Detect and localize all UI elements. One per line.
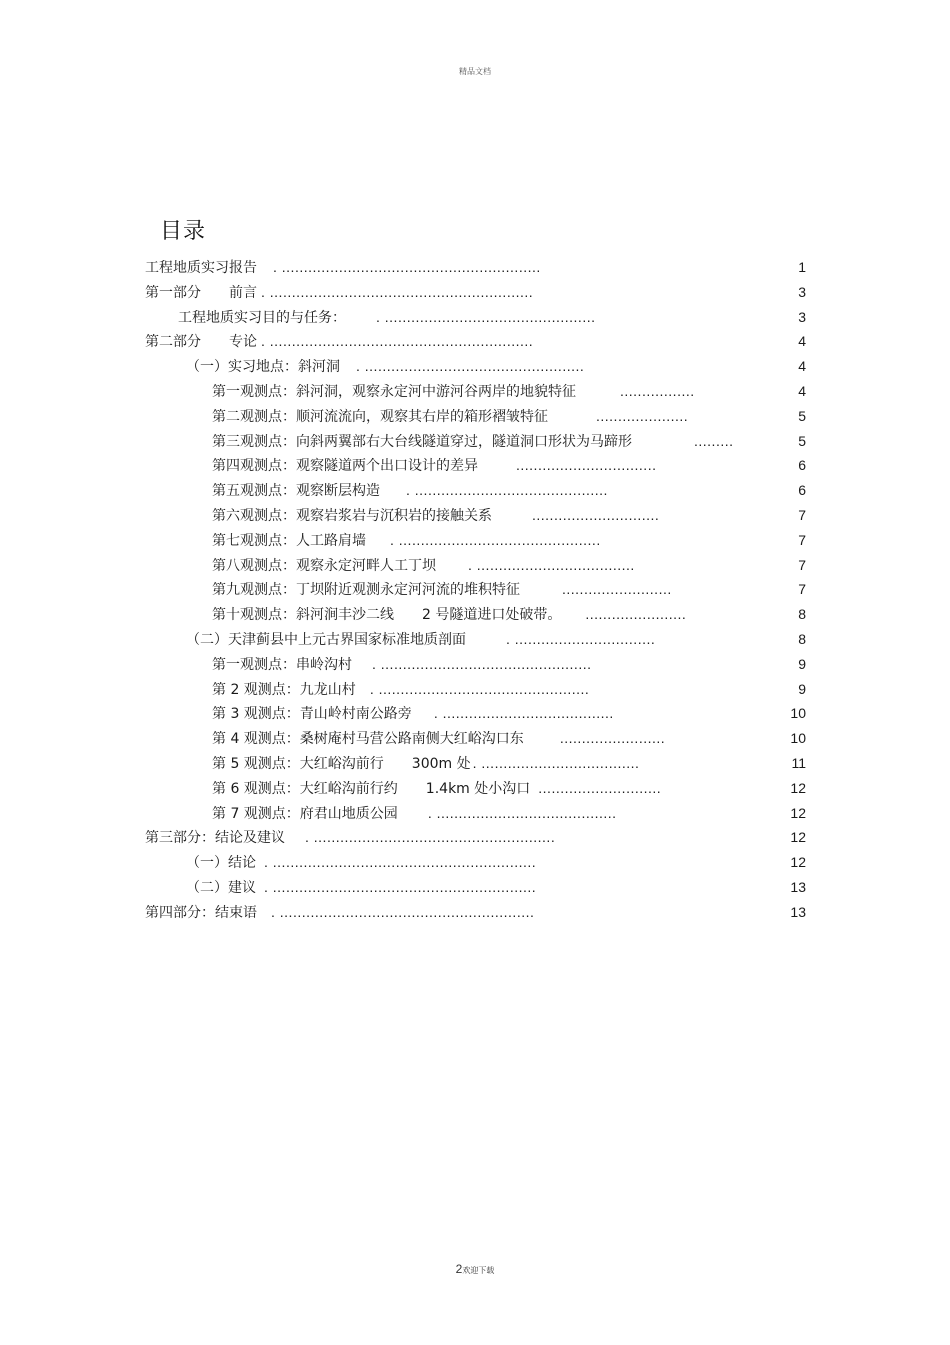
toc-entry-page-number: 11 [791,754,806,771]
toc-entry[interactable] [0,528,950,553]
toc-entry-label [212,701,614,727]
toc-entry[interactable] [0,726,950,751]
toc-entry-leader-dots: . .............................................. [390,531,601,548]
toc-entry-leader-dots: . .................................................. [356,358,585,375]
toc-entry-label [212,379,695,405]
toc-entry-text: 第 3 观测点：青山岭村南公路旁 [212,706,412,723]
toc-entry[interactable] [0,280,950,305]
toc-entry-label [145,900,534,926]
toc-entry-text: 第六观测点：观察岩浆岩与沉积岩的接触关系 [212,507,492,524]
toc-entry-page-number: 12 [790,804,806,821]
toc-entry-leader-dots: ......... [694,432,734,449]
toc-entry-page-number: 7 [798,581,806,598]
toc-entry-page-number: 10 [790,730,806,747]
toc-entry-label [178,305,595,331]
footer-mark: 欢迎下载 [462,1266,495,1275]
toc-entry-text: 第 7 观测点：府君山地质公园 [212,805,398,822]
toc-entry[interactable] [0,801,950,826]
toc-entry[interactable] [0,255,950,280]
toc-entry[interactable] [0,677,950,702]
toc-entry[interactable] [0,305,950,330]
toc-entry-label [212,503,659,529]
toc-entry-leader-dots: . ................................ [506,630,656,647]
toc-entry-leader-dots: ................. [620,382,695,399]
toc-entry-page-number: 12 [790,854,806,871]
toc-entry-text: 第 6 观测点：大红峪沟前行约 1.4km 处小沟口 [212,780,531,797]
toc-title: 目录 [160,219,207,244]
toc-entry-leader-dots: . ............................................ [406,482,608,499]
toc-entry-page-number: 7 [798,531,806,548]
toc-entry-leader-dots: ................................ [516,457,657,474]
toc-entry-page-number: 3 [798,283,806,300]
toc-entry-text: 工程地质实习报告 [145,260,257,276]
toc-entry-label [212,677,589,703]
toc-entry-page-number: 9 [798,680,806,697]
toc-entry-label [212,726,665,752]
toc-entry-leader-dots: . ............................................................ [264,878,537,895]
toc-entry-text: 第 5 观测点：大红峪沟前行 300m 处 [212,755,471,772]
toc-entry[interactable] [0,701,950,726]
toc-entry[interactable] [0,553,950,578]
toc-entry-leader-dots: ............................. [532,506,660,523]
toc-entry[interactable] [0,429,950,454]
toc-entry-page-number: 7 [798,556,806,573]
toc-entry-label [212,553,635,579]
toc-entry-label [212,429,734,455]
toc-entry[interactable] [0,627,950,652]
toc-entry-page-number: 3 [798,308,806,325]
toc-entry-text: 第四观测点：观察隧道两个出口设计的差异 [212,458,478,475]
toc-entry-label [145,825,555,851]
toc-entry[interactable] [0,850,950,875]
toc-entry-label [212,602,686,628]
toc-entry-page-number: 13 [790,903,806,920]
toc-entry-leader-dots: . .................................... [472,754,640,771]
toc-entry-leader-dots: . ....................................................... [305,829,556,846]
toc-entry-page-number: 12 [790,829,806,846]
toc-entry-text: 第 4 观测点：桑树庵村马营公路南侧大红峪沟口东 [212,731,524,748]
toc-entry-page-number: 8 [798,630,806,647]
toc-entry[interactable] [0,354,950,379]
toc-entry-page-number: 7 [798,506,806,523]
toc-entry-page-number: 9 [798,655,806,672]
toc-entry-label [212,453,656,479]
toc-entry-text: 第 2 观测点：九龙山村 [212,681,356,698]
toc-entry[interactable] [0,453,950,478]
toc-entry-label [212,801,617,827]
toc-entry-text: 第二观测点：顺河流流向，观察其右岸的箱形褶皱特征 [212,408,548,425]
toc-entry-page-number: 5 [798,407,806,424]
toc-entry-text: 第二部分 专论 [145,334,257,351]
toc-entry-label [145,255,541,281]
toc-entry[interactable] [0,602,950,627]
toc-entry-text: 第八观测点：观察永定河畔人工丁坝 [212,557,436,574]
toc-entry-leader-dots: . ........................................................... [273,259,541,275]
toc-entry-label [186,627,655,653]
toc-entry-text: 第十观测点：斜河涧丰沙二线 2 号隧道进口处破带。 [212,607,562,624]
toc-entry-page-number: 6 [798,457,806,474]
page-footer [0,1262,950,1276]
toc-entry-text: 第九观测点：丁坝附近观测永定河河流的堆积特征 [212,582,520,599]
toc-entry[interactable] [0,577,950,602]
toc-entry-page-number: 1 [798,259,806,275]
table-of-contents [0,255,950,925]
toc-entry-leader-dots: . .................................... [468,556,635,573]
toc-entry-text: 第一观测点：斜河洞，观察永定河中游河谷两岸的地貌特征 [212,383,576,400]
toc-entry-label [145,329,533,355]
toc-entry-leader-dots: ..................... [596,407,689,424]
toc-entry-label [186,354,584,380]
toc-entry-text: （二）建议 [186,879,256,896]
toc-entry[interactable] [0,776,950,801]
toc-entry-page-number: 10 [790,705,806,722]
toc-entry[interactable] [0,379,950,404]
toc-entry-leader-dots: . .......................................................... [271,903,535,920]
toc-entry[interactable] [0,751,950,776]
toc-entry[interactable] [0,503,950,528]
toc-entry-page-number: 4 [798,333,806,350]
toc-entry-text: 第一部分 前言 [145,284,257,301]
toc-entry-label [212,478,608,504]
toc-entry-text: 第一观测点：串岭沟村 [212,656,352,673]
toc-entry-label [212,776,661,802]
toc-entry-text: 第七观测点：人工路肩墙 [212,532,366,549]
toc-entry[interactable] [0,478,950,503]
toc-entry-label [212,528,601,554]
toc-entry-leader-dots: . ............................................................ [264,854,537,871]
toc-entry-leader-dots: ........................ [559,730,666,747]
toc-entry-leader-dots: . ......................................... [427,804,617,821]
toc-entry-text: 第四部分：结束语 [145,904,257,921]
toc-entry[interactable] [0,825,950,850]
toc-entry-page-number: 8 [798,606,806,623]
toc-entry-text: 第三观测点：向斜两翼部右大台线隧道穿过，隧道洞口形状为马蹄形 [212,433,632,450]
toc-entry-label [186,875,536,901]
toc-entry-leader-dots: . ................................................ [372,655,592,672]
toc-entry-leader-dots: . ................................................ [376,308,596,325]
toc-entry-label [212,751,639,777]
toc-entry-leader-dots: ....................... [585,606,687,623]
toc-entry-text: 第五观测点：观察断层构造 [212,483,380,500]
toc-entry-label [212,652,591,678]
toc-entry[interactable] [0,900,950,925]
toc-entry-leader-dots: ............................ [538,779,662,796]
toc-entry-label [186,850,536,876]
toc-entry-text: 第三部分：结论及建议 [145,830,285,847]
page-number: 2 [455,1262,463,1276]
toc-entry-leader-dots: . ....................................... [433,705,614,722]
toc-entry[interactable] [0,875,950,900]
header-watermark: 精品文档 [459,67,491,76]
toc-entry-page-number: 6 [798,482,806,499]
toc-entry-label [212,577,672,603]
toc-entry-leader-dots: . ............................................................ [261,283,534,300]
toc-entry-label [212,404,688,430]
toc-entry-leader-dots: ......................... [562,581,672,598]
toc-entry-label [145,280,533,306]
toc-entry[interactable] [0,404,950,429]
toc-entry-page-number: 4 [798,358,806,375]
toc-entry-text: （一）实习地点：斜河洞 [186,359,340,376]
toc-entry-text: （二）天津蓟县中上元古界国家标准地质剖面 [186,631,466,648]
toc-entry-page-number: 13 [790,878,806,895]
toc-entry-text: （一）结论 [186,855,256,872]
toc-entry[interactable] [0,329,950,354]
toc-entry[interactable] [0,652,950,677]
toc-entry-page-number: 12 [790,779,806,796]
toc-entry-page-number: 5 [798,432,806,449]
toc-entry-leader-dots: . ................................................ [369,680,590,697]
toc-entry-leader-dots: . ............................................................ [261,333,534,350]
toc-entry-text: 工程地质实习目的与任务： [178,309,346,326]
toc-entry-page-number: 4 [798,382,806,399]
